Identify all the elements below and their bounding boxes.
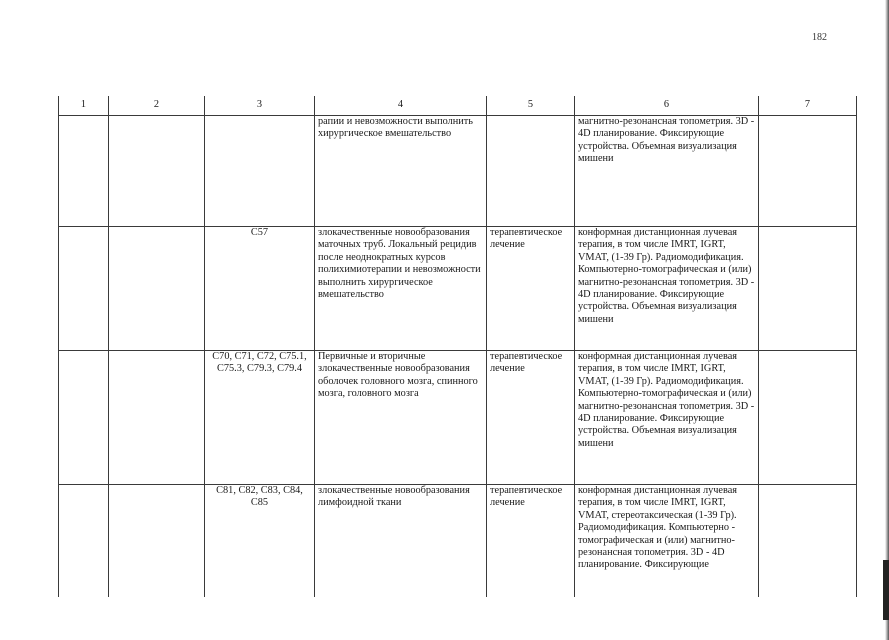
disease-description-cell: Первичные и вторичные злокачественные новообразования оболочек головного мозга, спинного мозга, головного мозга bbox=[315, 351, 487, 485]
column-header-1: 1 bbox=[59, 96, 109, 116]
table-row bbox=[59, 227, 857, 351]
column-header-5: 5 bbox=[487, 96, 575, 116]
cell-col-1 bbox=[59, 227, 109, 351]
table-row bbox=[59, 351, 857, 485]
cell-col-2 bbox=[109, 116, 205, 227]
column-header-3: 3 bbox=[205, 96, 315, 116]
treatment-type-cell bbox=[487, 116, 575, 227]
table-row bbox=[59, 116, 857, 227]
diagnosis-code-cell bbox=[205, 116, 315, 227]
page-number: 182 bbox=[812, 32, 827, 43]
cell-col-1 bbox=[59, 485, 109, 597]
cell-col-7 bbox=[759, 485, 857, 597]
cell-col-7 bbox=[759, 116, 857, 227]
disease-description-cell: рапии и невозможности выполнить хирургическое вмешательство bbox=[315, 116, 487, 227]
disease-description-cell: злокачественные новообразования лимфоидной ткани bbox=[315, 485, 487, 597]
diagnosis-code-cell: C81, C82, C83, C84, C85 bbox=[205, 485, 315, 597]
column-header-6: 6 bbox=[575, 96, 759, 116]
table-header-row bbox=[59, 96, 857, 116]
cell-col-1 bbox=[59, 351, 109, 485]
table-row bbox=[59, 485, 857, 597]
treatment-type-cell: терапевтическое лечение bbox=[487, 485, 575, 597]
cell-col-2 bbox=[109, 227, 205, 351]
cell-col-2 bbox=[109, 485, 205, 597]
column-header-2: 2 bbox=[109, 96, 205, 116]
treatment-type-cell: терапевтическое лечение bbox=[487, 351, 575, 485]
column-header-7: 7 bbox=[759, 96, 857, 116]
disease-description-cell: злокачественные новообразования маточных труб. Локальный рецидив после неоднократных курсов полихимиотерапии и невозможности выполнить хирургическое вмешательство bbox=[315, 227, 487, 351]
cell-col-7 bbox=[759, 227, 857, 351]
treatment-method-cell: конформная дистанционная лучевая терапия, в том числе IMRT, IGRT, VMAT, (1-39 Гр). Радиомодификация. Компьютерно-томографическая и (или) магнитно-резонансная топометрия. 3D - 4D планирование. Фиксирующие устройства. Объемная визуализация мишени bbox=[575, 227, 759, 351]
scan-shadow-edge bbox=[885, 0, 889, 640]
cell-col-2 bbox=[109, 351, 205, 485]
treatment-method-cell: магнитно-резонансная топометрия. 3D - 4D планирование. Фиксирующие устройства. Объемная визуализация мишени bbox=[575, 116, 759, 227]
medical-procedures-table bbox=[58, 96, 857, 597]
cell-col-1 bbox=[59, 116, 109, 227]
diagnosis-code-cell: C70, C71, C72, C75.1, C75.3, C79.3, C79.4 bbox=[205, 351, 315, 485]
cell-col-7 bbox=[759, 351, 857, 485]
diagnosis-code-cell: C57 bbox=[205, 227, 315, 351]
treatment-method-cell: конформная дистанционная лучевая терапия, в том числе IMRT, IGRT, VMAT, (1-39 Гр). Радиомодификация. Компьютерно-томографическая и (или) магнитно-резонансная топометрия. 3D - 4D планирование. Фиксирующие устройства. Объемная визуализация мишени bbox=[575, 351, 759, 485]
treatment-method-cell: конформная дистанционная лучевая терапия, в том числе IMRT, IGRT, VMAT, стереотаксическая (1-39 Гр). Радиомодификация. Компьютерно - томографическая и (или) магнитно-резонансная топометрия. 3D - 4D планирование. Фиксирующие bbox=[575, 485, 759, 597]
scan-shadow-corner bbox=[883, 560, 889, 620]
column-header-4: 4 bbox=[315, 96, 487, 116]
treatment-type-cell: терапевтическое лечение bbox=[487, 227, 575, 351]
